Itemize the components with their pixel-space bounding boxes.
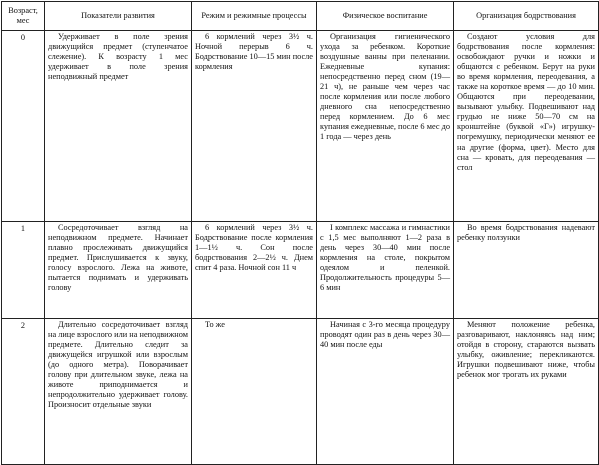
header-age: Возраст, мес <box>2 2 45 31</box>
regimen-cell: То же <box>192 319 317 465</box>
age-cell: 2 <box>2 319 45 465</box>
age-cell: 0 <box>2 31 45 222</box>
header-wakefulness: Организация бодрствования <box>454 2 599 31</box>
age-cell: 1 <box>2 222 45 319</box>
physical-education-cell: I комплекс массажа и гимнастики с 1,5 мес выполняют 1—2 раза в день через 30—40 мин после кормления на столе, покрытом одеялом и пеленкой. Продолжительность процедуры 5—6 мин <box>317 222 454 319</box>
development-cell: Сосредоточивает взгляд на неподвижном предмете. Начинает плавно прослеживать движущийся предмет. Прислушивается к звуку, голосу взрослого. Лежа на животе, пытается поднимать и удерживать голову <box>45 222 192 319</box>
wakefulness-cell: Создают условия для бодрствования после кормления: освобождают ручки и ножки и общаются с ребенком. Берут на руки во время кормления, переодевания, а также на короткое время — до 10 мин. Общаются при переодевании, вызывают улыбку. Подвешивают над грудью не ниже 50—70 см на кронштейне (буквой «Г») игрушку-погремушку, периодически меняют ее на другие (форма, цвет). Место для сна — кровать, для переодевания — стол <box>454 31 599 222</box>
table-row <box>2 31 599 222</box>
development-table-page <box>1 1 598 463</box>
regimen-cell: 6 кормлений через 3½ ч. Ночной перерыв 6 ч. Бодрствование 10—15 мин после кормления <box>192 31 317 222</box>
header-physical-education: Физическое воспитание <box>317 2 454 31</box>
table-header-row <box>2 2 599 31</box>
physical-education-cell: Начиная с 3-го месяца процедуру проводят один раз в день через 30—40 мин после еды <box>317 319 454 465</box>
wakefulness-cell: Меняют положение ребенка, разговаривают, наклоняясь над ним; отойдя в сторону, стараются вызвать улыбку, оживление; перекликаются. Игрушки подвешивают ниже, чтобы ребенок мог трогать их руками <box>454 319 599 465</box>
development-cell: Удерживает в поле зрения движущийся предмет (ступенчатое слежение). К возрасту 1 мес удерживает в поле зрения неподвижный предмет <box>45 31 192 222</box>
header-development: Показатели развития <box>45 2 192 31</box>
development-cell: Длительно сосредоточивает взгляд на лице взрослого или на неподвижном предмете. Длительно следит за движущейся игрушкой или взрослым (до одного метра). Поворачивает голову при длительном звуке, лежа на животе приподнимается и непродолжительно удерживает голову. Произносит отдельные звуки <box>45 319 192 465</box>
table-row <box>2 319 599 465</box>
wakefulness-cell: Во время бодрствования надевают ребенку ползунки <box>454 222 599 319</box>
table-row <box>2 222 599 319</box>
header-regimen: Режим и режимные процессы <box>192 2 317 31</box>
physical-education-cell: Организация гигиенического ухода за ребенком. Короткие воздушные ванны при пеленании. Ежедневные купания: непосредственно перед сном (19—21 ч), не раньше чем через час после кормления или после любого дневного сна непосредственно перед кормлением. До 6 мес купания ежедневные, после 6 мес до 1 года — через день <box>317 31 454 222</box>
regimen-cell: 6 кормлений через 3½ ч. Бодрствование после кормления 1—1½ ч. Сон после бодрствования 2—2½ ч. Днем спит 4 раза. Ночной сон 11 ч <box>192 222 317 319</box>
development-table <box>1 1 599 465</box>
